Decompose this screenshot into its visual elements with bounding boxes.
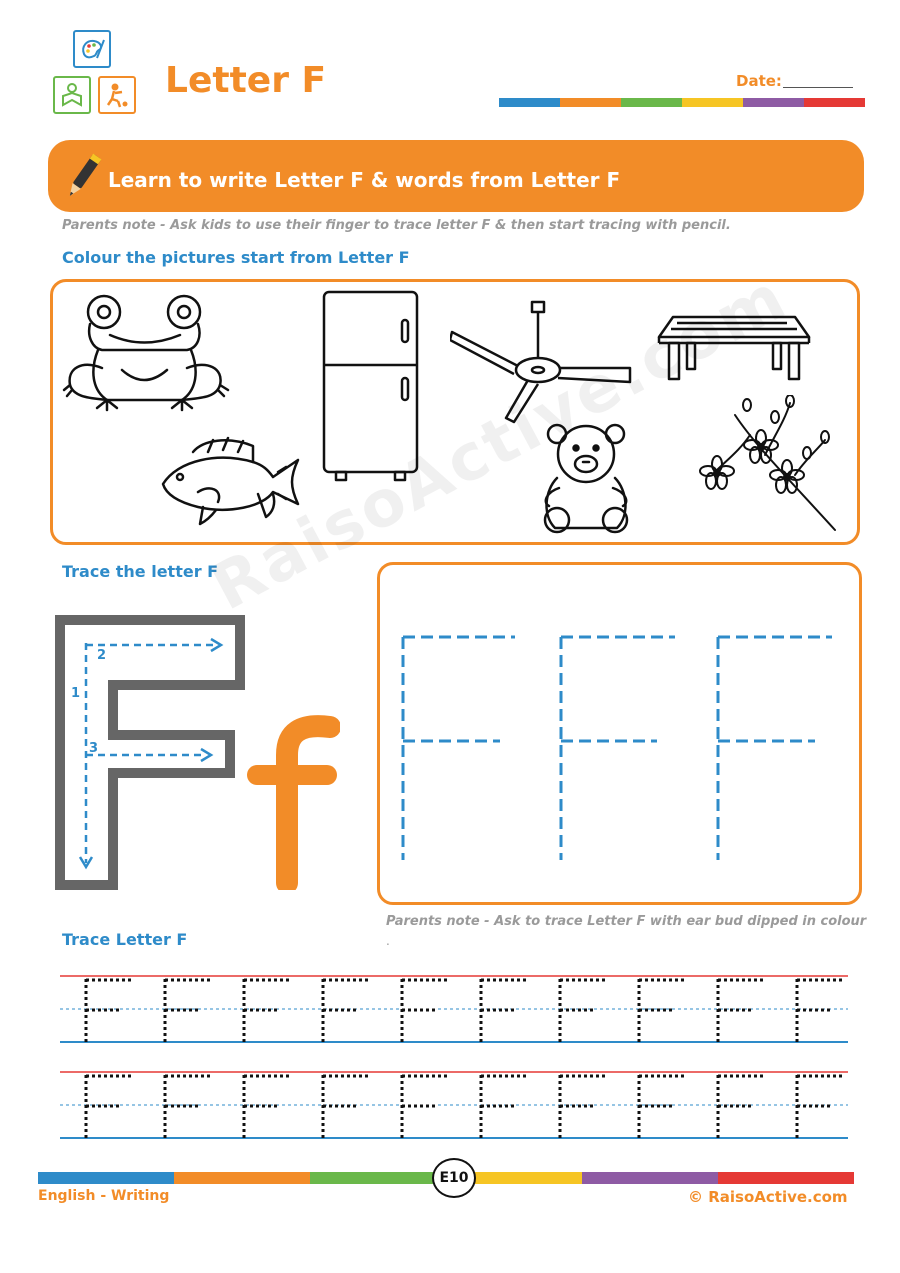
date-label: Date: bbox=[736, 72, 782, 90]
parents-note-top: Parents note - Ask kids to use their finger to trace letter F & then start tracing with pencil. bbox=[62, 218, 731, 233]
trace-f-letter[interactable] bbox=[244, 1075, 292, 1138]
dashed-f-letters[interactable] bbox=[395, 625, 845, 869]
fish-picture[interactable] bbox=[158, 432, 303, 536]
trace-f-letter[interactable] bbox=[323, 979, 371, 1042]
ceiling-fan-picture[interactable] bbox=[450, 300, 635, 429]
trace-f-letter[interactable] bbox=[244, 979, 292, 1042]
stroke-number-1: 1 bbox=[71, 686, 81, 701]
trace-f-letter[interactable] bbox=[481, 1075, 529, 1138]
color-bar-segment bbox=[38, 1172, 174, 1184]
page-number-badge: E10 bbox=[432, 1158, 476, 1198]
trace-f-letter[interactable] bbox=[165, 1075, 213, 1138]
trace-f-letter[interactable] bbox=[86, 979, 134, 1042]
trace-f-letter[interactable] bbox=[797, 1075, 845, 1138]
frog-picture[interactable] bbox=[62, 290, 237, 424]
color-bar-segment bbox=[621, 98, 682, 107]
letter-f-stroke-guide bbox=[55, 615, 245, 899]
palette-icon bbox=[73, 30, 111, 68]
trace-f-letter[interactable] bbox=[639, 1075, 687, 1138]
fridge-picture[interactable] bbox=[322, 290, 420, 486]
date-field[interactable] bbox=[783, 87, 853, 88]
trace-f-letter[interactable] bbox=[560, 979, 608, 1042]
stroke-number-3: 3 bbox=[89, 741, 99, 756]
lowercase-f bbox=[245, 715, 340, 894]
color-bar-segment bbox=[582, 1172, 718, 1184]
running-child-icon bbox=[98, 76, 136, 114]
color-bar-segment bbox=[499, 98, 560, 107]
color-bar-segment bbox=[310, 1172, 446, 1184]
parents-note-bottom: Parents note - Ask to trace Letter F with ear bud dipped in colour bbox=[386, 914, 867, 929]
trace-f-letter[interactable] bbox=[560, 1075, 608, 1138]
trace-f-letter[interactable] bbox=[323, 1075, 371, 1138]
trace-f-letter[interactable] bbox=[718, 979, 766, 1042]
color-bar-segment bbox=[174, 1172, 310, 1184]
color-bar-segment bbox=[743, 98, 804, 107]
trace-f-letter[interactable] bbox=[639, 979, 687, 1042]
trace-f-letter[interactable] bbox=[797, 979, 845, 1042]
tracing-rows[interactable] bbox=[60, 970, 850, 1149]
watermark: RaisoActive.com bbox=[200, 259, 800, 626]
teddy-bear-picture[interactable] bbox=[537, 420, 637, 539]
trace-f-letter[interactable] bbox=[402, 1075, 450, 1138]
table-picture[interactable] bbox=[657, 315, 812, 387]
footer-subject: English - Writing bbox=[38, 1188, 170, 1204]
pencil-icon bbox=[62, 150, 104, 208]
stroke-number-2: 2 bbox=[97, 648, 107, 663]
colour-section-title: Colour the pictures start from Letter F bbox=[62, 248, 410, 267]
trace-f-letter[interactable] bbox=[481, 979, 529, 1042]
footer-site: © RaisoActive.com bbox=[688, 1188, 848, 1206]
banner-text: Learn to write Letter F & words from Letter F bbox=[108, 168, 621, 192]
color-bar-segment bbox=[682, 98, 743, 107]
color-bar-segment bbox=[804, 98, 865, 107]
color-bar-segment bbox=[718, 1172, 854, 1184]
trace-f-letter[interactable] bbox=[718, 1075, 766, 1138]
color-bar-segment bbox=[560, 98, 621, 107]
trace-f-letter[interactable] bbox=[402, 979, 450, 1042]
trace-the-letter-title: Trace the letter F bbox=[62, 562, 219, 581]
trace-f-letter[interactable] bbox=[165, 979, 213, 1042]
header-color-bar bbox=[499, 98, 865, 107]
logo bbox=[50, 30, 140, 115]
note-dot: . bbox=[386, 934, 390, 948]
trace-letter-title: Trace Letter F bbox=[62, 930, 188, 949]
trace-f-letter[interactable] bbox=[86, 1075, 134, 1138]
reading-child-icon bbox=[53, 76, 91, 114]
flowers-picture[interactable] bbox=[695, 395, 845, 539]
page-title: Letter F bbox=[165, 60, 327, 101]
